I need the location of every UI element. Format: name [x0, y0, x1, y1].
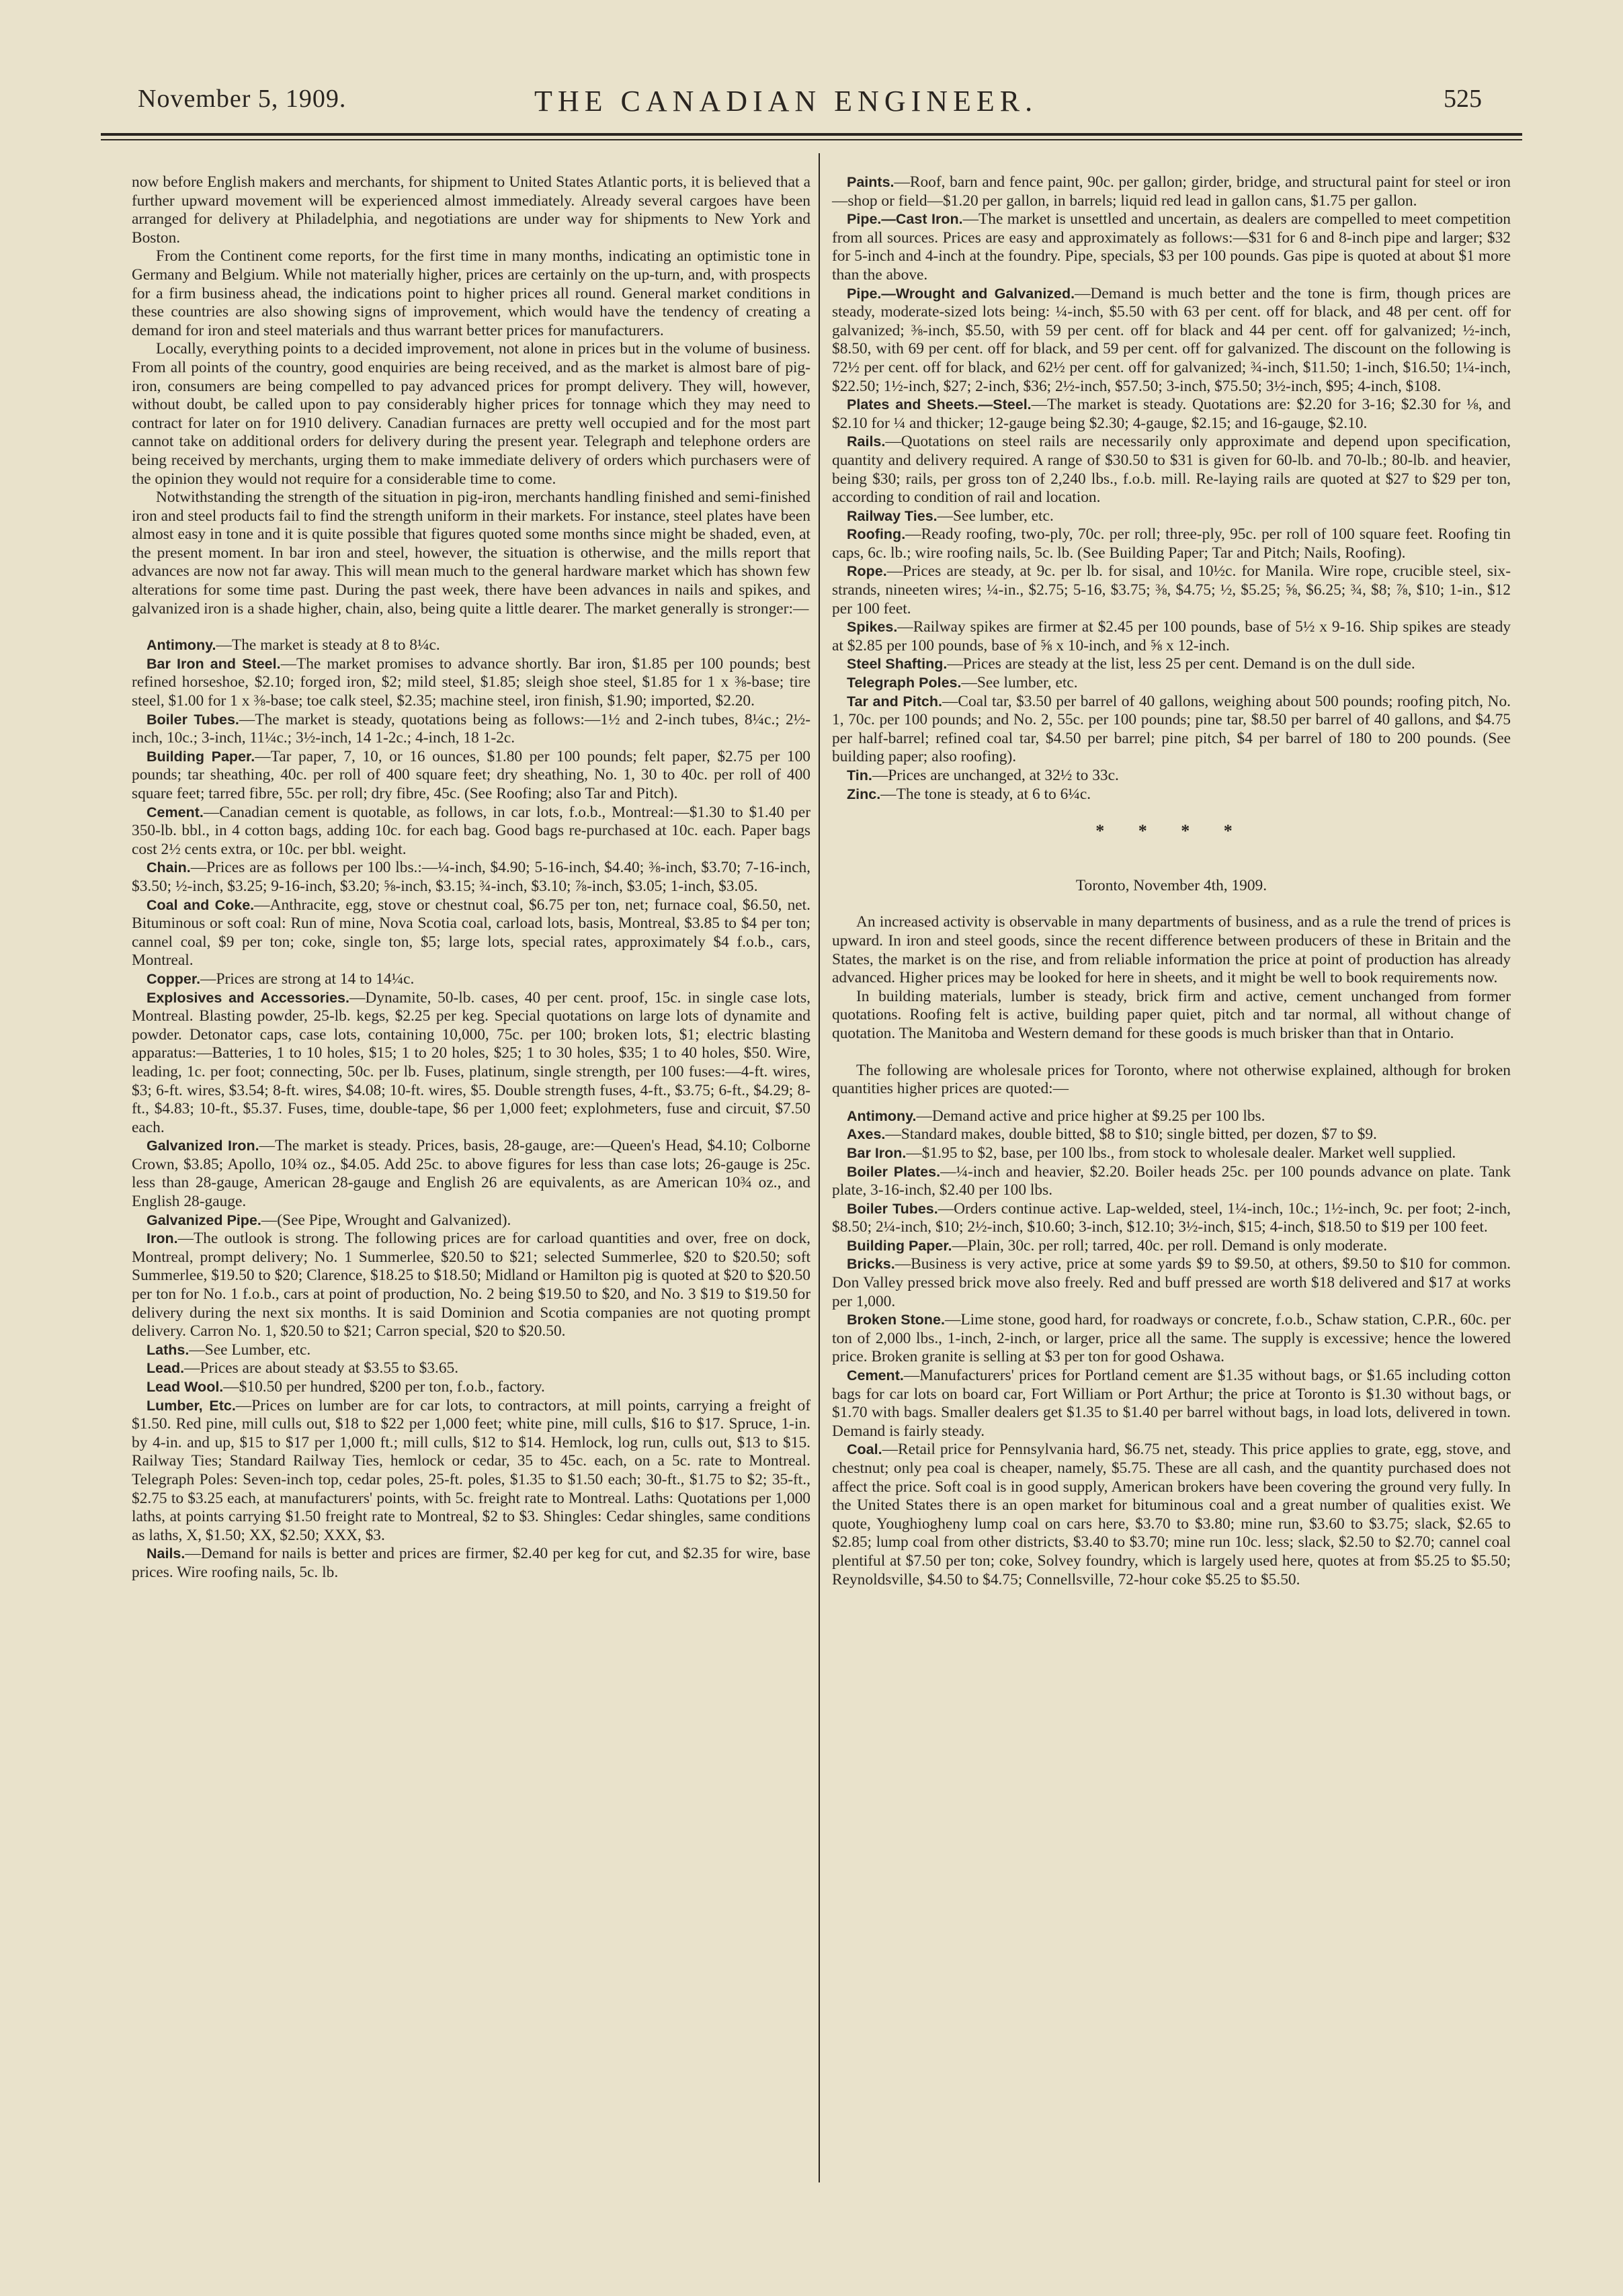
- entry-text: —The market promises to advance shortly. Bar iron, $1.85 per 100 pounds; best refined horseshoe, $2.10; forged iron, $2; mild steel, $1.85; sleigh shoe steel, $1.85 for 1 x ⅜-base; tire steel, $1.00 for 1 x ⅜-base; toe calk steel, $2.35; machine steel, iron finish, $1.90; imported, $2.20.: [132, 654, 811, 710]
- right-column: [832, 173, 1511, 1589]
- entry-text: —The market is steady. Quotations are: $2.20 for 3-16; $2.30 for ⅛, and $2.10 for ¼ and thicker; 12-gauge being $2.30; 4-gauge, $2.15; and 16-gauge, $2.10.: [832, 396, 1511, 432]
- entry-heading: Coal and Coke.: [147, 896, 255, 913]
- market-entry: [832, 693, 1511, 767]
- entry-heading: Axes.: [847, 1126, 886, 1143]
- entry-heading: Paints.: [847, 174, 894, 190]
- entry-heading: Pipe.—Wrought and Galvanized.: [847, 285, 1075, 302]
- market-entry: [132, 896, 810, 970]
- entry-text: —Prices are strong at 14 to 14¼c.: [200, 970, 415, 988]
- entry-text: —Dynamite, 50-lb. cases, 40 per cent. proof, 15c. in single case lots, Montreal. Blasting powder, 25-lb. kegs, $2.25 per keg. Special quotations on large lots of dynamite and powder. Detonator caps, case lots, containing 10,000, 75c. per 100; broken lots, $1; electric blasting apparatus:—Batteries, 1 to 10 holes, $15; 1 to 20 holes, $25; 1 to 30 holes, $35; 1 to 40 holes, $50. Wire, leading, 1c. per foot; connecting, 50c. per lb. Fuses, platinum, single strength, per 100 fuses:—4-ft. wires, $3; 6-ft. wires, $3.54; 8-ft. wires, $4.08; 10-ft. wires, $5. Double strength fuses, 4-ft., $3.75; 6-ft., $4.29; 8-ft., $4.83; 10-ft., $5.37. Fuses, time, double-tape, $6 per 1,000 feet; explohmeters, fuse and circuit, $7.50 each.: [132, 988, 811, 1136]
- entry-heading: Telegraph Poles.: [847, 675, 962, 691]
- entry-text: —The tone is steady, at 6 to 6¼c.: [880, 785, 1091, 803]
- header-rule-thin: [101, 139, 1522, 140]
- market-entry: [832, 655, 1511, 674]
- market-entry: [832, 433, 1511, 507]
- entry-heading: Rope.: [847, 563, 887, 580]
- entry-text: —Prices are about steady at $3.55 to $3.65.: [184, 1359, 459, 1377]
- entry-text: —$1.95 to $2, base, per 100 lbs., from stock to wholesale dealer. Market well supplied.: [906, 1144, 1456, 1162]
- entry-text: —Prices on lumber are for car lots, to contractors, at mill points, carrying a freight of $1.50. Red pine, mill culls out, $18 to $22 per 1,000 feet; white pine, mill culls, $16 to $17. Spruce, 1-in. by 4-in. and up, $15 to $17 per 1,000 ft.; mill culls, $12 to $14. Hemlock, log run, culls out, $13 to $15. Railway Ties; Standard Railway Ties, hemlock or cedar, 35 to 45c. each, on a 5c. rate to Montreal. Telegraph Poles: Seven-inch top, cedar poles, 25-ft. poles, $1.35 to $1.50 each; 30-ft., $1.75 to $2; 35-ft., $2.75 to $3.25 each, at manufacturers' points, with 5c. freight rate to Montreal. Laths: Quotations per 1,000 laths, at points carrying $1.50 freight rate to Montreal, $2 to $3. Shingles: Cedar shingles, same conditions as laths, X, $1.50; XX, $2.50; XXX, $3.: [132, 1396, 810, 1544]
- entry-heading: Bar Iron.: [847, 1144, 907, 1161]
- market-entry: [832, 1125, 1511, 1144]
- entry-text: —Demand is much better and the tone is firm, though prices are steady, moderate-sized lots being: ¼-inch, $5.50 with 63 per cent. off for black, and 48 per cent. off for galvanized; ⅜-inch, $5.50, with 59 per cent. off for black and 44 per cent. off for galvanized; ½-inch, $8.50, with 69 per cent. off for black, and 59 per cent. off for galvanized. The discount on the following is 72½ per cent. off for black, and 62½ per cent. off for galvanized; ¾-inch, $11.50; 1-inch, $16.50; 1¼-inch, $22.50; 1½-inch, $27; 2-inch, $36; 2½-inch, $57.50; 3-inch, $75.50; 3½-inch, $95; 4-inch, $108.: [832, 284, 1511, 395]
- market-entry: [132, 1378, 810, 1397]
- entry-heading: Coal.: [847, 1441, 882, 1458]
- market-entry: [832, 525, 1511, 562]
- entry-text: —Ready roofing, two-ply, 70c. per roll; three-ply, 95c. per roll of 100 square feet. Roofing tin caps, 6c. lb.; wire roofing nails, 5c. lb. (See Building Paper; Tar and Pitch; Nails, Roofing).: [832, 525, 1511, 562]
- market-entry: [832, 562, 1511, 618]
- paragraph: An increased activity is observable in many departments of business, and as a rule the trend of prices is upward. In iron and steel goods, since the recent difference between producers of these in Britain and the States, the market is on the rise, and from reliable information the price at point of production has already advanced. Higher prices may be looked for here in sheets, and it might be well to book requirements now.: [832, 913, 1511, 987]
- paragraph: In building materials, lumber is steady, brick firm and active, cement unchanged from former quotations. Roofing felt is active, building paper quiet, pitch and tar normal, all without change of quotation. The Manitoba and Western demand for these goods is much brisker than that in Ontario.: [832, 987, 1511, 1042]
- header-rule-thick: [101, 133, 1522, 136]
- market-entry: [132, 1341, 810, 1360]
- entry-text: —Prices are unchanged, at 32½ to 33c.: [872, 767, 1119, 784]
- paragraph: now before English makers and merchants, for shipment to United States Atlantic ports, it is believed that a further upward movement will be experienced almost immediately. Already several cargoes have been arranged for delivery at Philadelphia, and negotiations are under way for shipments to New York and Boston.: [132, 173, 810, 247]
- toronto-dateline: Toronto, November 4th, 1909.: [1075, 876, 1267, 894]
- entry-text: —Quotations on steel rails are necessarily only approximate and depend upon specification, quantity and delivery required. A range of $30.50 to $31 is given for 60-lb. and 70-lb.; 80-lb. and heavier, being $30; rails, per gross ton of 2,240 lbs., f.o.b. mill. Re-laying rails are quoted at $27 to $29 per ton, according to condition of rail and location.: [832, 433, 1511, 507]
- entry-heading: Building Paper.: [147, 748, 255, 765]
- entry-heading: Lead Wool.: [147, 1379, 224, 1395]
- market-entry: [132, 1545, 810, 1582]
- entry-heading: Cement.: [147, 804, 204, 820]
- entry-text: —$10.50 per hundred, $200 per ton, f.o.b., factory.: [223, 1378, 545, 1396]
- entry-heading: Spikes.: [847, 619, 898, 636]
- entry-heading: Roofing.: [847, 526, 906, 543]
- column-divider: [819, 153, 820, 2182]
- entry-heading: Explosives and Accessories.: [147, 989, 349, 1006]
- entry-heading: Antimony.: [847, 1107, 917, 1124]
- entry-text: —Demand active and price higher at $9.25 per 100 lbs.: [916, 1107, 1265, 1125]
- market-entry: [832, 1237, 1511, 1256]
- market-entry: [832, 1367, 1511, 1441]
- page-number: 525: [1444, 85, 1482, 113]
- market-entry: [832, 507, 1511, 526]
- entry-heading: Broken Stone.: [847, 1312, 945, 1328]
- market-entry: [832, 285, 1511, 396]
- entry-text: —See Lumber, etc.: [189, 1341, 311, 1359]
- left-market-entries: [132, 636, 810, 1582]
- market-entry: [832, 1200, 1511, 1237]
- entry-heading: Galvanized Pipe.: [147, 1211, 261, 1228]
- entry-heading: Rails.: [847, 433, 886, 450]
- market-entry: [832, 1255, 1511, 1311]
- market-entry: [832, 618, 1511, 655]
- entry-text: —Coal tar, $3.50 per barrel of 40 gallons, weighing about 500 pounds; roofing pitch, No. 1, 70c. per 100 pounds; and No. 2, 55c. per 100 pounds; pine tar, $8.50 per barrel of 40 gallons, and $4.75 per half-barrel; refined coal tar, $4.50 per barrel; pine pitch, $4 per barrel of 180 to 200 pounds. (See building paper; also roofing).: [832, 692, 1511, 766]
- entry-text: —Business is very active, price at some yards $9 to $9.50, at others, $9.50 to $10 for common. Don Valley pressed brick move also freely. Red and buff pressed are worth $18 delivered and $17 at works per 1,000.: [832, 1255, 1511, 1310]
- entry-text: —The outlook is strong. The following prices are for carload quantities and over, free on dock, Montreal, prompt delivery; No. 1 Summerlee, $20.50 to $21; selected Summerlee, $20 to $20.50; soft Summerlee, $19.50 to $20; Clarence, $18.25 to $18.50; Midland or Hamilton pig is quoted at $20 to $20.50 per ton for No. 1 f.o.b., cars at point of production, No. 2 being $19.50 to $20, and No. 3 $19 to $19.50 for delivery during the next six months. It is said Dominion and Scotia companies are not quoting prompt delivery. Carron No. 1, $20.50 to $21; Carron special, $20 to $20.50.: [132, 1230, 810, 1341]
- entry-text: —Prices are steady at the list, less 25 per cent. Demand is on the dull side.: [947, 655, 1415, 673]
- entry-text: —Manufacturers' prices for Portland cement are $1.35 without bags, or $1.65 including cotton bags for car lots on board car, Fort William or Port Arthur; the price at Toronto is $1.30 without bags, or $1.70 with bags. Smaller dealers get $1.35 to $1.40 per barrel without bags, in load lots, delivered in town. Demand is fairly steady.: [832, 1367, 1511, 1440]
- entry-text: —Lime stone, good hard, for roadways or concrete, f.o.b., Schaw station, C.P.R., 60c. per ton of 2,000 lbs., 1-inch, 2-inch, or larger, price all the same. The supply is excessive; hence the lowered price. Broken granite is selling at $3 per ton for good Oshawa.: [832, 1311, 1511, 1366]
- page-header: [138, 84, 1482, 124]
- entry-text: —Roof, barn and fence paint, 90c. per gallon; girder, bridge, and structural paint for steel or iron—shop or field—$1.20 per gallon, in barrels; liquid red lead in gallon cans, $1.75 per gallon.: [832, 173, 1511, 210]
- entry-text: —The market is steady at 8 to 8¼c.: [216, 636, 440, 654]
- entry-text: —Plain, 30c. per roll; tarred, 40c. per roll. Demand is only moderate.: [952, 1236, 1388, 1255]
- entry-heading: Copper.: [147, 970, 201, 987]
- paragraph: Locally, everything points to a decided improvement, not alone in prices but in the volume of business. From all points of the country, good enquiries are being received, and as the market is almost bare of pig-iron, consumers are being compelled to pay advanced prices for prompt delivery. They will, however, without doubt, be called upon to pay considerably higher prices for tonnage which they may need to contract for later on for 1910 delivery. Canadian furnaces are pretty well occupied and for the most part cannot take on additional orders for delivery during the present year. Telegraph and telephone orders are being received by merchants, urging them to make immediate delivery of orders which purchasers were of the opinion they would not require for a considerable time to come.: [132, 340, 810, 488]
- entry-heading: Chain.: [147, 859, 191, 876]
- entry-heading: Zinc.: [847, 785, 881, 802]
- entry-heading: Bar Iron and Steel.: [147, 655, 281, 672]
- entry-heading: Steel Shafting.: [847, 656, 948, 673]
- entry-text: —¼-inch and heavier, $2.20. Boiler heads 25c. per 100 pounds advance on plate. Tank plate, 3-16-inch, $2.40 per 100 lbs.: [832, 1162, 1511, 1199]
- entry-text: —Orders continue active. Lap-welded, steel, 1¼-inch, 10c.; 1½-inch, 9c. per foot; 2-inch, $8.50; 2¼-inch, $10; 2½-inch, $10.60; 3-inch, $12.10; 3½-inch, $15; 4-inch, $18.50 to $19 per 100 feet.: [832, 1199, 1511, 1236]
- market-entry: [832, 1163, 1511, 1200]
- entry-heading: Bricks.: [847, 1256, 895, 1273]
- issue-date: November 5, 1909.: [138, 85, 347, 113]
- left-column: [132, 173, 810, 1582]
- entry-text: —Canadian cement is quotable, as follows, in car lots, f.o.b., Montreal:—$1.30 to $1.40 per 350-lb. bbl., in 4 cotton bags, adding 10c. for each bag. Good bags re-purchased at 10c. each. Paper bags cost 2½ cents extra, or 10c. per bbl. weight.: [132, 803, 810, 858]
- market-entry: [132, 655, 810, 711]
- market-entry: [132, 1359, 810, 1378]
- market-entry: [132, 859, 810, 896]
- market-entry: [832, 396, 1511, 433]
- entry-text: —Anthracite, egg, stove or chestnut coal, $6.75 per ton, net; furnace coal, $6.50, net. Bituminous or soft coal: Run of mine, Nova Scotia coal, carload lots, basis, Montreal, $3.85 to $4 per ton; cannel coal, $9 per ton; coke, single ton, $5; large lots, special rates, approximately $4 f.o.b., cars, Montreal.: [132, 896, 810, 970]
- entry-heading: Antimony.: [147, 637, 216, 654]
- entry-text: —See lumber, etc.: [961, 674, 1078, 692]
- market-entry: [132, 970, 810, 989]
- entry-heading: Railway Ties.: [847, 507, 938, 524]
- market-entry: [832, 210, 1511, 284]
- market-entry: [132, 1137, 810, 1211]
- entry-text: —See lumber, etc.: [937, 507, 1054, 525]
- entry-heading: Pipe.—Cast Iron.: [847, 211, 963, 228]
- market-entry: [832, 173, 1511, 210]
- entry-heading: Plates and Sheets.—Steel.: [847, 396, 1032, 413]
- entry-text: —The market is steady, quotations being as follows:—1½ and 2-inch tubes, 8¼c.; 2½-inch, 10c.; 3-inch, 11¼c.; 3½-inch, 14 1-2c.; 4-inch, 18 1-2c.: [132, 710, 810, 747]
- entry-text: —Standard makes, double bitted, $8 to $10; single bitted, per dozen, $7 to $9.: [885, 1125, 1377, 1144]
- entry-heading: Lead.: [147, 1360, 185, 1377]
- right-market-entries: [832, 173, 1511, 804]
- market-entry: [832, 785, 1511, 804]
- entry-text: —(See Pipe, Wrought and Galvanized).: [261, 1211, 511, 1229]
- market-entry: [132, 636, 810, 655]
- entry-text: —The market is steady. Prices, basis, 28-gauge, are:—Queen's Head, $4.10; Colborne Crown, $3.85; Apollo, 10¾ oz., $4.05. Add 25c. to above figures for less than case lots; 26-gauge is 25c. less than 28-gauge, American 28-gauge and English 26 are equivalents, as are American 10¾ oz., and English 28-gauge.: [132, 1137, 810, 1211]
- market-entry: [132, 711, 810, 748]
- entry-heading: Cement.: [847, 1367, 904, 1384]
- entry-heading: Boiler Plates.: [847, 1163, 941, 1180]
- journal-title: THE CANADIAN ENGINEER.: [534, 85, 1038, 118]
- market-entry: [832, 767, 1511, 785]
- market-entry: [832, 1311, 1511, 1367]
- entry-text: —Prices are as follows per 100 lbs.:—¼-inch, $4.90; 5-16-inch, $4.40; ⅜-inch, $3.70; 7-16-inch, $3.50; ½-inch, $3.25; 9-16-inch, $3.20; ⅝-inch, $3.15; ¾-inch, $3.10; ⅞-inch, $3.05; 1-inch, $3.05.: [132, 859, 810, 895]
- section-separator: * * * *: [1095, 821, 1247, 841]
- entry-heading: Iron.: [147, 1230, 178, 1247]
- entry-text: —Railway spikes are firmer at $2.45 per 100 pounds, base of 5½ x 9-16. Ship spikes are steady at $2.85 per 100 pounds, base of ⅝ x 10-inch, and ⅝ x 12-inch.: [832, 618, 1511, 654]
- market-entry: [832, 674, 1511, 693]
- market-entry: [132, 989, 810, 1138]
- entry-heading: Tin.: [847, 767, 872, 783]
- market-entry: [132, 748, 810, 804]
- paragraph: From the Continent come reports, for the first time in many months, indicating an optimistic tone in Germany and Belgium. While not materially higher, prices are certainly on the up-turn, and, with prospects for a firm business ahead, the indications point to higher prices all round. General market conditions in these countries are also showing signs of improvement, which would have the tendency of creating a demand for iron and steel materials and thus warrant better prices for manufacturers.: [132, 247, 810, 339]
- entry-text: —Tar paper, 7, 10, or 16 ounces, $1.80 per 100 pounds; felt paper, $2.75 per 100 pounds; tar sheathing, 40c. per roll of 400 square feet; dry sheathing, No. 1, 30 to 40c. per roll of 400 square feet; tarred fibre, 55c. per roll; dry fibre, 45c. (See Roofing; also Tar and Pitch).: [132, 747, 810, 802]
- entry-heading: Lumber, Etc.: [147, 1397, 236, 1414]
- paragraph: The following are wholesale prices for Toronto, where not otherwise explained, although for broken quantities higher prices are quoted:—: [832, 1061, 1511, 1098]
- market-entry: [132, 1211, 810, 1230]
- market-entry: [132, 1397, 810, 1545]
- entry-text: —Demand for nails is better and prices are firmer, $2.40 per keg for cut, and $2.35 for wire, base prices. Wire roofing nails, 5c. lb.: [132, 1545, 810, 1581]
- entry-heading: Nails.: [147, 1545, 185, 1562]
- market-entry: [832, 1441, 1511, 1589]
- entry-text: —Prices are steady, at 9c. per lb. for sisal, and 10½c. for Manila. Wire rope, crucible steel, six-strands, nineeten wires; ¼-in., $2.75; 5-16, $3.75; ⅜, $4.75; ½, $5.25; ⅝, $6.25; ¾, $8; ⅞, $10; 1-in., $12 per 100 feet.: [832, 562, 1511, 618]
- entry-heading: Boiler Tubes.: [147, 711, 239, 728]
- entry-text: —Retail price for Pennsylvania hard, $6.75 net, steady. This price applies to grate, egg, stove, and chestnut; only pea coal is cheaper, namely, $5.75. These are all cash, and the quantity purchased does not affect the price. Soft coal is in good supply, American brokers have been covering the ground very fully. In the United States there is an open market for bituminous coal and a great number of qualities exist. We quote, Youghiogheny lump coal on cars here, $3.70 to $3.80; mine run, $3.60 to $3.75; slack, $2.65 to $2.85; lump coal from other districts, $3.40 to $3.70; mine run 10c. less; slack, $2.50 to $2.70; cannel coal plentiful at $7.50 per ton; coke, Solvey foundry, which is largely used here, quotes at from $5.25 to $5.50; Reynoldsville, $4.50 to $4.75; Connellsville, 72-hour coke $5.25 to $5.50.: [832, 1441, 1511, 1588]
- entry-text: —The market is unsettled and uncertain, as dealers are compelled to meet competition from all sources. Prices are easy and approximately as follows:—$31 for 6 and 8-inch pipe and larger; $32 for 5-inch and 4-inch at the foundry. Pipe, specials, $3 per 100 pounds. Gas pipe is quoted at about $1 more than the above.: [832, 210, 1511, 284]
- market-entry: [132, 804, 810, 859]
- entry-heading: Tar and Pitch.: [847, 693, 942, 710]
- entry-heading: Laths.: [147, 1341, 190, 1358]
- market-entry: [832, 1144, 1511, 1163]
- entry-heading: Building Paper.: [847, 1237, 952, 1254]
- market-entry: [132, 1230, 810, 1341]
- toronto-market-entries: [832, 1107, 1511, 1589]
- entry-heading: Boiler Tubes.: [847, 1200, 938, 1217]
- paragraph: Notwithstanding the strength of the situation in pig-iron, merchants handling finished and semi-finished iron and steel products fail to find the strength uniform in their markets. For instance, steel plates have been almost easy in tone and it is quite possible that figures quoted some months since might be shaded, even, at the present moment. In bar iron and steel, however, the situation is otherwise, and the mills report that advances are now not far away. This will mean much to the general hardware market which has shown few alterations for some time past. During the past week, there have been advances in nails and spikes, and galvanized iron is a shade higher, chain, also, being quite a little dearer. The market generally is stronger:—: [132, 488, 810, 618]
- entry-heading: Galvanized Iron.: [147, 1138, 259, 1154]
- market-entry: [832, 1107, 1511, 1126]
